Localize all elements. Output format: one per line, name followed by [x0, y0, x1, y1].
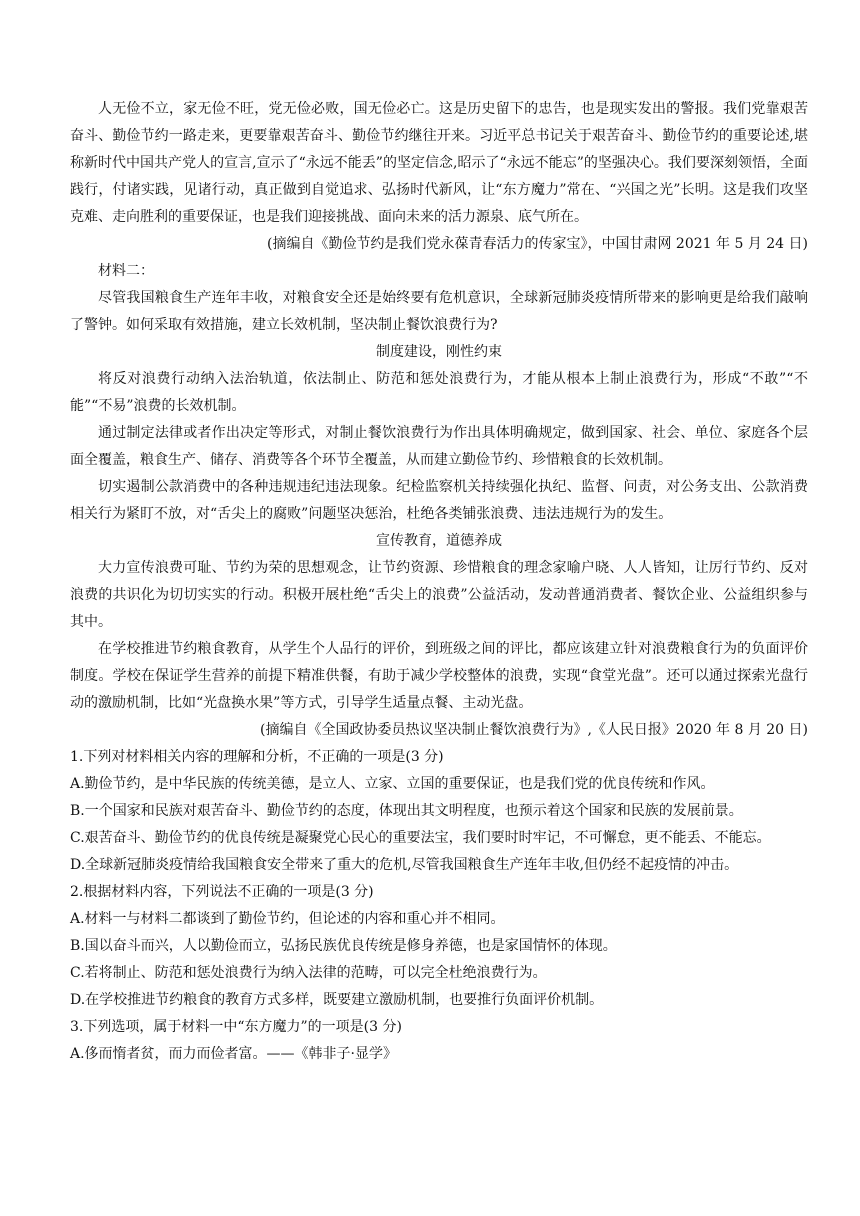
question-3-stem: 3.下列选项，属于材料一中“东方魔力”的一项是(3 分) [70, 1019, 402, 1035]
question-2-option-a: A.材料一与材料二都谈到了勤俭节约，但论述的内容和重心并不相同。 [70, 911, 505, 927]
question-2-option-c: C.若将制止、防范和惩处浪费行为纳入法律的范畴，可以完全杜绝浪费行为。 [70, 965, 547, 981]
question-1-stem: 1.下列对材料相关内容的理解和分析，不正确的一项是(3 分) [70, 749, 444, 765]
question-1-option-c: C.艰苦奋斗、勤俭节约的优良传统是凝聚党心民心的重要法宝，我们要时时牢记，不可懈怠，更不能丢、不能忘。 [70, 830, 771, 846]
material2-label: 材料二： [98, 263, 154, 279]
material2-source: (摘编自《全国政协委员热议坚决制止餐饮浪费行为》,《人民日报》2020 年 8 月 20 日) [260, 722, 808, 738]
question-2-option-b: B.国以奋斗而兴，人以勤俭而立，弘扬民族优良传统是修身养德，也是家国情怀的体现。 [70, 938, 617, 954]
material2-paragraph-1: 将反对浪费行动纳入法治轨道，依法制止、防范和惩处浪费行为，才能从根本上制止浪费行为，形成“不敢”“不能”“不易”浪费的长效机制。 [70, 371, 808, 414]
question-3-option-a: A.侈而惰者贫，而力而俭者富。——《韩非子·显学》 [70, 1046, 398, 1062]
question-1-option-b: B.一个国家和民族对艰苦奋斗、勤俭节约的态度，体现出其文明程度，也预示着这个国家和民族的发展前景。 [70, 803, 743, 819]
material1-paragraph: 人无俭不立，家无俭不旺，党无俭必败，国无俭必亡。这是历史留下的忠告，也是现实发出的警报。我们党靠艰苦奋斗、勤俭节约一路走来，更要靠艰苦奋斗、勤俭节约继往开来。习近平总书记关于艰苦奋斗、勤俭节约的重要论述,堪称新时代中国共产党人的宣言,宣示了“永远不能丢”的坚定信念,昭示了“永远不能忘”的坚强决心。我们要深刻领悟，全面践行，付诸实践，见诸行动，真正做到自觉追求、弘扬时代新风，让“东方魔力”常在、“兴国之光”长明。这是我们攻坚克难、走向胜利的重要保证，也是我们迎接挑战、面向未来的活力源泉、底气所在。 [70, 101, 808, 225]
material2-paragraph-3: 切实遏制公款消费中的各种违规违纪违法现象。纪检监察机关持续强化执纪、监督、问责，对公务支出、公款消费相关行为紧盯不放，对“舌尖上的腐败”问题坚决惩治，杜绝各类铺张浪费、违法违规行为的发生。 [70, 479, 808, 522]
material2-paragraph-2: 通过制定法律或者作出决定等形式，对制止餐饮浪费行为作出具体明确规定，做到国家、社会、单位、家庭各个层面全覆盖，粮食生产、储存、消费等各个环节全覆盖，从而建立勤俭节约、珍惜粮食的长效机制。 [70, 425, 808, 468]
material2-paragraph-5: 在学校推进节约粮食教育，从学生个人品行的评价，到班级之间的评比，都应该建立针对浪费粮食行为的负面评价制度。学校在保证学生营养的前提下精准供餐，有助于减少学校整体的浪费，实现“食堂光盘”。还可以通过探索光盘行动的激励机制，比如“光盘换水果”等方式，引导学生适量点餐、主动光盘。 [70, 641, 808, 711]
question-2-option-d: D.在学校推进节约粮食的教育方式多样，既要建立激励机制，也要推行负面评价机制。 [70, 992, 604, 1008]
material2-paragraph-4: 大力宣传浪费可耻、节约为荣的思想观念，让节约资源、珍惜粮食的理念家喻户晓、人人皆知，让厉行节约、反对浪费的共识化为切切实实的行动。积极开展杜绝“舌尖上的浪费”公益活动，发动普通消费者、餐饮企业、公益组织参与其中。 [70, 560, 808, 630]
material2-intro: 尽管我国粮食生产连年丰收，对粮食安全还是始终要有危机意识，全球新冠肺炎疫情所带来的影响更是给我们敲响了警钟。如何采取有效措施，建立长效机制，坚决制止餐饮浪费行为? [70, 290, 808, 333]
document-body [70, 96, 808, 1068]
question-1-option-a: A.勤俭节约，是中华民族的传统美德，是立人、立家、立国的重要保证，也是我们党的优良传统和作风。 [70, 776, 715, 792]
question-2-stem: 2.根据材料内容，下列说法不正确的一项是(3 分) [70, 884, 374, 900]
question-1-option-d: D.全球新冠肺炎疫情给我国粮食安全带来了重大的危机,尽管我国粮食生产连年丰收,但仍经不起疫情的冲击。 [70, 857, 739, 873]
section-heading-education: 宣传教育，道德养成 [376, 533, 502, 549]
material1-source: (摘编自《勤俭节约是我们党永葆青春活力的传家宝》，中国甘肃网 2021 年 5 月 24 日) [267, 236, 808, 252]
section-heading-system: 制度建设，刚性约束 [376, 344, 502, 360]
